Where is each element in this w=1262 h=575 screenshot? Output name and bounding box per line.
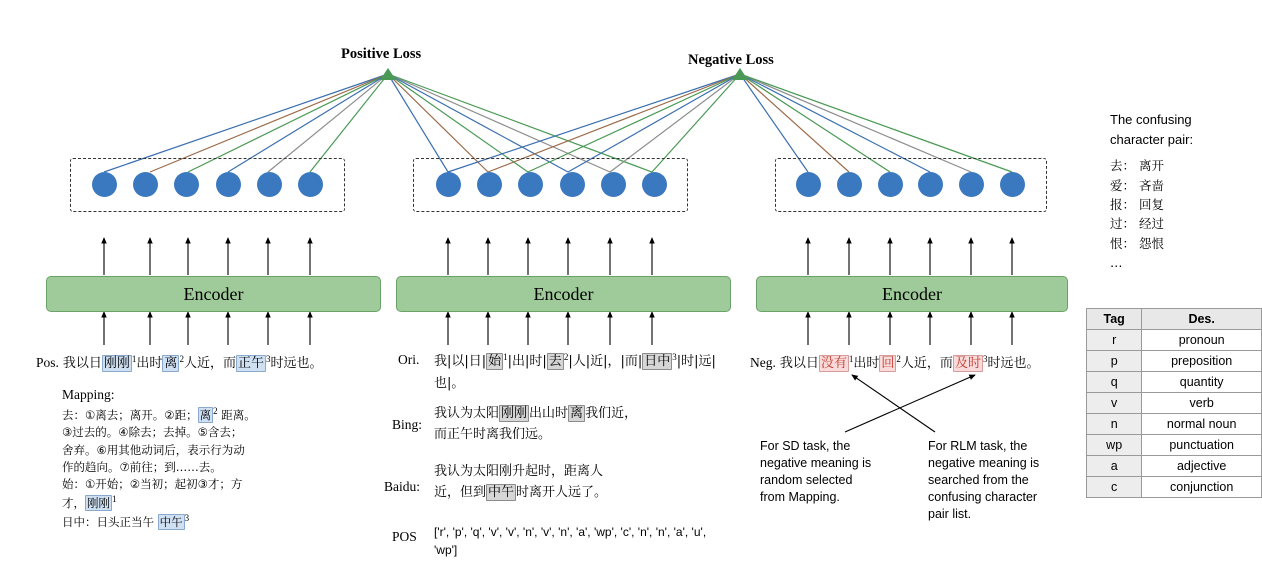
confusing-pair-row: 去： 离开 xyxy=(1110,158,1165,174)
dot-row-positive xyxy=(92,172,323,197)
table-row xyxy=(1087,330,1262,351)
pos-token-hl-2: 离 xyxy=(164,356,178,372)
embedding-dot xyxy=(837,172,862,197)
baidu-translation xyxy=(434,461,724,504)
confusing-char: 爱 xyxy=(1110,177,1123,193)
mapping-line-3: 舍弃。⑥用其他动词后，表示行为动 xyxy=(62,442,245,457)
embedding-dot xyxy=(477,172,502,197)
encoder-negative[interactable] xyxy=(756,276,1068,312)
cell-des: verb xyxy=(1142,393,1262,414)
confusing-pair-row: 恨： 怨恨 xyxy=(1110,235,1165,251)
mapping-title: Mapping: xyxy=(62,387,115,402)
mapping-line-1-text: 去：①离去；离开。②距； xyxy=(62,408,198,423)
encoder-label: Encoder xyxy=(533,283,594,304)
mapping-line-1 xyxy=(62,405,322,424)
ori-sup-3: 3 xyxy=(672,352,677,362)
cell-des: pronoun xyxy=(1142,330,1262,351)
embedding-dot xyxy=(796,172,821,197)
confusing-title-line2: character pair: xyxy=(1110,132,1194,148)
table-row xyxy=(1087,456,1262,477)
note-sd-task: For SD task, the negative meaning is random selected from Mapping. xyxy=(760,439,872,504)
note-rlm-task: For RLM task, the negative meaning is searched from the confusing character pair list. xyxy=(928,439,1040,521)
confusing-ellipsis: … xyxy=(1110,255,1123,271)
neg-token-plain-4: 时远也。 xyxy=(987,356,1040,372)
confusing-pair-row: 报： 回复 xyxy=(1110,197,1165,213)
positive-prefix: Pos. xyxy=(36,355,59,371)
confusing-char: 恨 xyxy=(1110,235,1123,251)
encoder-positive[interactable] xyxy=(46,276,381,312)
negative-prefix: Neg. xyxy=(750,355,776,371)
table-row xyxy=(1087,477,1262,498)
header-tag: Tag xyxy=(1087,309,1142,330)
embedding-dot xyxy=(174,172,199,197)
neg-token-hl-2: 回 xyxy=(881,356,895,372)
confusing-meaning: 离开 xyxy=(1139,158,1165,174)
embedding-dot xyxy=(642,172,667,197)
embedding-dot xyxy=(601,172,626,197)
cell-des: quantity xyxy=(1142,372,1262,393)
bing-line-2: 而正午时离我们远。 xyxy=(434,427,552,443)
pos-sup-3: 3 xyxy=(265,354,271,364)
confusing-pair-panel xyxy=(1110,110,1193,273)
cell-tag: wp xyxy=(1087,435,1142,456)
embedding-dot xyxy=(1000,172,1025,197)
confusing-pair-row: 爱： 吝啬 xyxy=(1110,177,1165,193)
table-row xyxy=(1087,372,1262,393)
neg-token-plain-1: 我以日 xyxy=(779,356,819,372)
dot-row-original xyxy=(436,172,667,197)
baidu-line-1: 我认为太阳刚升起时，距离人 xyxy=(434,464,604,479)
confusing-meaning: 回复 xyxy=(1139,197,1165,213)
bing-hl-ganggang: 刚刚 xyxy=(501,406,528,421)
mapping-hl-ganggang-sup: 1 xyxy=(112,494,117,505)
neg-sup-3: 3 xyxy=(982,354,988,364)
cell-tag: v xyxy=(1087,393,1142,414)
neg-token-plain-2: 出时 xyxy=(853,356,880,372)
cell-tag: c xyxy=(1087,477,1142,498)
cell-tag: q xyxy=(1087,372,1142,393)
mapping-line-7 xyxy=(62,512,322,531)
header-des: Des. xyxy=(1142,309,1262,330)
baidu-line2-b: 时离开人远了。 xyxy=(516,485,608,501)
cell-des: adjective xyxy=(1142,456,1262,477)
ori-token-plain-2: |出|时| xyxy=(507,354,547,370)
embedding-dot xyxy=(959,172,984,197)
ori-sup-2: 2 xyxy=(563,352,569,362)
encoder-original[interactable] xyxy=(396,276,731,312)
cell-des: punctuation xyxy=(1142,435,1262,456)
embedding-dot xyxy=(560,172,585,197)
pos-tag-table xyxy=(1086,308,1262,498)
confusing-char: 报 xyxy=(1110,197,1123,213)
pos-token-plain-1: 我以日 xyxy=(62,356,102,372)
mapping-line-2: ③过去的。④除去；去掉。⑤含去； xyxy=(62,425,243,440)
cell-tag: r xyxy=(1087,330,1142,351)
cell-des: conjunction xyxy=(1142,477,1262,498)
bing-hl-li: 离 xyxy=(570,406,584,421)
mapping-line-7-text: 日中：日头正当午 xyxy=(62,515,154,530)
negative-loss-label: Negative Loss xyxy=(688,52,774,68)
baidu-line2-a: 近，但到 xyxy=(434,485,487,501)
ori-token-hl-3: 日中 xyxy=(644,354,671,370)
ori-token-plain-1: 我|以|日| xyxy=(434,354,487,370)
baidu-label: Baidu: xyxy=(384,479,420,494)
pos-token-hl-1: 刚刚 xyxy=(103,356,130,372)
mapping-block xyxy=(62,385,322,531)
mapping-hl-ganggang: 刚刚 xyxy=(87,496,110,511)
mapping-line-4: 作的趋向。⑦前往；到……去。 xyxy=(62,459,222,474)
confusing-meaning: 吝啬 xyxy=(1139,177,1165,193)
cell-des: normal noun xyxy=(1142,414,1262,435)
pos-sup-1: 1 xyxy=(131,354,137,364)
table-header-row xyxy=(1087,309,1262,330)
baidu-hl-zhongwu: 中午 xyxy=(488,485,515,501)
neg-token-hl-1: 没有 xyxy=(820,356,847,372)
embedding-dot xyxy=(92,172,117,197)
pos-token-plain-3: 人近，而 xyxy=(183,356,236,372)
embedding-dot xyxy=(133,172,158,197)
table-row xyxy=(1087,435,1262,456)
cell-tag: n xyxy=(1087,414,1142,435)
embedding-dot xyxy=(257,172,282,197)
confusing-char: 去 xyxy=(1110,158,1123,174)
confusing-meaning: 怨恨 xyxy=(1139,235,1165,251)
embedding-dot xyxy=(518,172,543,197)
bing-line1-b: 出山时 xyxy=(529,406,569,421)
cell-tag: p xyxy=(1087,351,1142,372)
pos-token-plain-2: 出时 xyxy=(136,356,163,372)
ori-token-hl-1: 始 xyxy=(488,354,502,370)
embedding-dot xyxy=(918,172,943,197)
positive-sentence xyxy=(36,352,376,375)
encoder-label: Encoder xyxy=(882,283,942,304)
confusing-title-line1: The confusing xyxy=(1110,112,1192,127)
positive-loss-label: Positive Loss xyxy=(341,46,422,62)
original-prefix: Ori. xyxy=(398,352,420,367)
bing-translation xyxy=(434,403,724,446)
confusing-char: 过 xyxy=(1110,216,1123,232)
pos-token-plain-4: 时远也。 xyxy=(270,356,323,372)
neg-sup-2: 2 xyxy=(896,354,901,364)
cell-tag: a xyxy=(1087,456,1142,477)
encoder-label: Encoder xyxy=(183,283,244,304)
mapping-hl-li-after: 距离。 xyxy=(217,408,256,423)
embedding-dot xyxy=(436,172,461,197)
embedding-dot xyxy=(298,172,323,197)
embedding-dot xyxy=(878,172,903,197)
ori-token-hl-2: 去 xyxy=(548,354,562,370)
ori-token-plain-4: |时|远|也|。 xyxy=(434,354,716,391)
mapping-hl-li: 离 xyxy=(199,408,212,423)
mapping-hl-zhongwu: 中午 xyxy=(159,515,183,530)
table-row xyxy=(1087,393,1262,414)
neg-token-hl-3: 及时 xyxy=(954,356,981,372)
pos-label: POS xyxy=(392,529,417,544)
baidu-line-2 xyxy=(434,482,724,503)
cell-des: preposition xyxy=(1142,351,1262,372)
neg-token-plain-3: 人近，而 xyxy=(900,356,953,372)
bing-line1-c: 我们近， xyxy=(585,406,638,421)
dot-row-negative xyxy=(796,172,1025,197)
original-sentence xyxy=(434,350,724,394)
bing-label: Bing: xyxy=(392,417,423,432)
embedding-dot xyxy=(216,172,241,197)
mapping-line-6-text: 才， xyxy=(62,496,85,511)
ori-token-plain-3: |人|近|，|而| xyxy=(568,354,643,370)
neg-sup-1: 1 xyxy=(848,354,854,364)
ori-sup-1: 1 xyxy=(503,352,508,362)
mapping-hl-zhongwu-sup: 3 xyxy=(184,513,190,524)
bing-line-1 xyxy=(434,403,724,424)
pos-token-hl-3: 正午 xyxy=(237,356,264,372)
table-row xyxy=(1087,351,1262,372)
table-row xyxy=(1087,414,1262,435)
bing-line1-a: 我认为太阳 xyxy=(434,406,500,421)
mapping-line-6 xyxy=(62,493,322,512)
pos-sup-2: 2 xyxy=(179,354,184,364)
mapping-hl-li-sup: 2 xyxy=(213,406,218,417)
pos-value: ['r', 'p', 'q', 'v', 'v', 'n', 'v', 'n', 'a', 'wp', 'c', 'n', 'n', 'a', 'u', 'wp'] xyxy=(434,525,707,557)
mapping-line-5: 始：①开始；②当初；起初③才；方 xyxy=(62,477,243,492)
negative-sentence xyxy=(750,352,1080,375)
confusing-meaning: 经过 xyxy=(1139,216,1165,232)
confusing-pair-row: 过： 经过 xyxy=(1110,216,1165,232)
